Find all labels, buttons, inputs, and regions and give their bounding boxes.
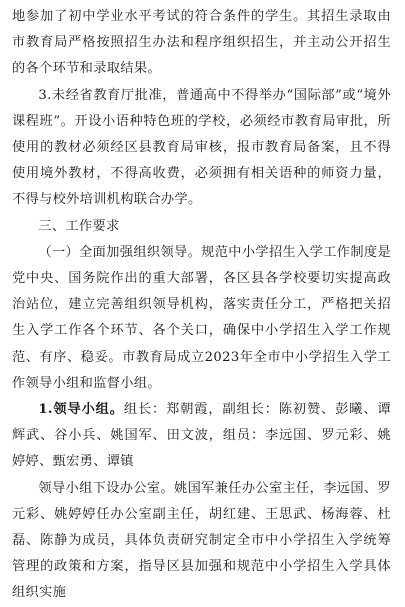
paragraph-text: 组长：郑朝霞，副组长：陈初赞、彭曦、谭辉武、谷小兵、姚国军、田文波，组员：李远国、罗元彩、姚婷婷、甄宏勇、谭镇 (12, 402, 391, 470)
paragraph-lead: 1.领导小组。 (38, 402, 124, 418)
heading-text: 三、工作要求 (38, 218, 120, 234)
paragraph-international-courses (12, 83, 391, 214)
section-heading-work-requirements (12, 214, 391, 240)
paragraph-text: 3.未经省教育厅批准，普通高中不得举办“国际部”或“境外课程班”。开设小语种特色班的学校，必须经市教育局审批，所使用的教材必须经区县教育局审核，报市教育局备案，且不得使用境外教材，不得高收费，必须拥有相关语种的师资力量，不得与校外培训机构联合办学。 (12, 87, 391, 208)
paragraph-admission-conditions (12, 4, 391, 83)
paragraph-text: （一）全面加强组织领导。规范中小学招生入学工作制度是党中央、国务院作出的重大部署，各区县各学校要切实提高政治站位，建立完善组织领导机构，落实责任分工，严格把关招生入学工作各个环节、各个关口，确保中小学招生入学工作规范、有序、稳妥。市教育局成立2023年全市中小学招生入学工作领导小组和监督小组。 (12, 244, 391, 391)
paragraph-text: 地参加了初中学业水平考试的符合条件的学生。其招生录取由市教育局严格按照招生办法和程序组织招生，并主动公开招生的各个环节和录取结果。 (12, 9, 391, 77)
paragraph-text: 领导小组下设办公室。姚国军兼任办公室主任，李远国、罗元彩、姚婷婷任办公室副主任，胡红建、王思武、杨海蓉、杜磊、陈静为成员，具体负责研究制定全市中小学招生入学统筹管理的政策和方案，指导区县加强和规范中小学招生入学具体组织实施 (12, 480, 391, 601)
paragraph-organization-leadership (12, 240, 391, 397)
paragraph-leading-group (12, 397, 391, 476)
paragraph-office (12, 476, 391, 607)
